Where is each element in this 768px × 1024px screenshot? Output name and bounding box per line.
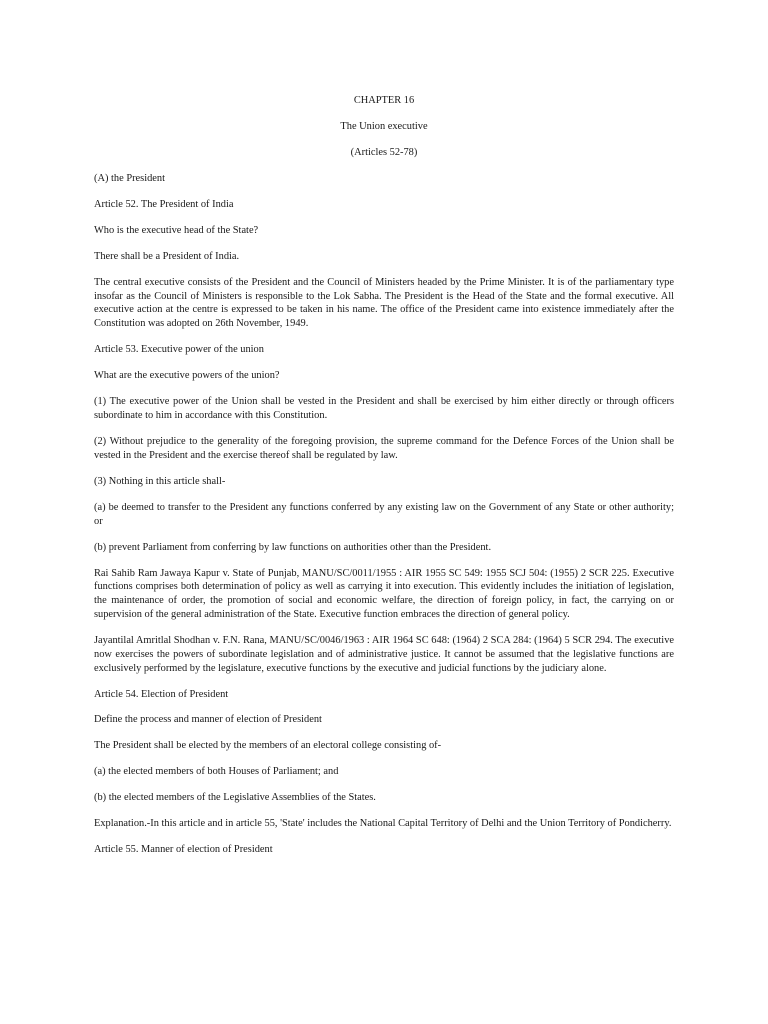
case-citation-paragraph: Rai Sahib Ram Jawaya Kapur v. State of Punjab, MANU/SC/0011/1955 : AIR 1955 SC 549: 1955 SCJ 504: (1955) 2 SCR 225. Executive functions comprises both determination of policy as well as carrying it into execution. This evidently includes the initiation of legislation, the maintenance of order, the promotion of social and economic welfare, the direction of foreign policy, in fact, the carrying on or supervision of the general administration of the State. Executive function embraces the direction of general policy. [94, 567, 674, 620]
clause-paragraph: (3) Nothing in this article shall- [94, 475, 226, 487]
article-heading: Article 52. The President of India [94, 198, 234, 210]
chapter-title: The Union executive [340, 120, 428, 132]
article-heading: Article 53. Executive power of the union [94, 344, 264, 356]
explanation-paragraph: Explanation.-In this article and in article 55, 'State' includes the National Capital Territory of Delhi and the Union Territory of Pondicherry. [94, 818, 672, 830]
question-text: What are the executive powers of the union? [94, 370, 280, 382]
chapter-number: CHAPTER 16 [353, 95, 415, 106]
clause-paragraph: (2) Without prejudice to the generality of the foregoing provision, the supreme command for the Defence Forces of the Union shall be vested in the President and the exercise thereof shall be regulated by law. [94, 436, 674, 461]
case-citation-paragraph: Jayantilal Amritlal Shodhan v. F.N. Rana, MANU/SC/0046/1963 : AIR 1964 SC 648: (1964) 2 SCA 284: (1964) 5 SCR 294. The executive now exercises the powers of subordinate legislation and of administrative justice. It cannot be assumed that the legislative functions are exclusively performed by the legislature, executive functions by the executive and judicial functions by the judiciary alone. [94, 634, 674, 674]
section-heading: (A) the President [94, 172, 165, 184]
body-paragraph: There shall be a President of India. [94, 250, 240, 262]
body-paragraph: The President shall be elected by the members of an electoral college consisting of- [94, 740, 442, 752]
article-heading: Article 54. Election of President [94, 688, 229, 700]
document-page [94, 94, 674, 869]
chapter-articles-range: (Articles 52-78) [350, 146, 418, 158]
question-text: Who is the executive head of the State? [94, 224, 259, 236]
article-heading: Article 55. Manner of election of President [94, 844, 273, 856]
sub-clause-paragraph: (b) the elected members of the Legislative Assemblies of the States. [94, 792, 376, 804]
clause-paragraph: (1) The executive power of the Union shall be vested in the President and shall be exercised by him either directly or through officers subordinate to him in accordance with this Constitution. [94, 396, 674, 422]
sub-clause-paragraph: (a) be deemed to transfer to the President any functions conferred by any existing law on the Government of any State or other authority; or [94, 501, 674, 527]
sub-clause-paragraph: (a) the elected members of both Houses of Parliament; and [94, 766, 339, 778]
body-paragraph: The central executive consists of the President and the Council of Ministers headed by the Prime Minister. It is of the parliamentary type insofar as the Council of Ministers is responsible to the Lok Sabha. The President is the Head of the State and the formal executive. All executive action at the centre is expressed to be taken in his name. The office of the President came into existence immediately after the Constitution was adopted on 26th November, 1949. [94, 276, 674, 330]
sub-clause-paragraph: (b) prevent Parliament from conferring by law functions on authorities other than the President. [94, 541, 492, 553]
question-text: Define the process and manner of election of President [94, 714, 322, 726]
